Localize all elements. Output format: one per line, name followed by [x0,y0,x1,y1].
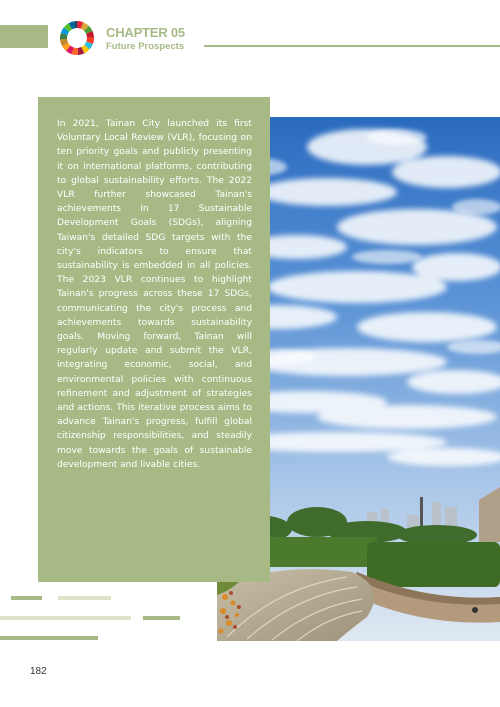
deco-bar [0,616,131,620]
deco-bar [0,636,98,640]
deco-bar [143,616,180,620]
deco-bar [11,596,42,600]
body-paragraph: In 2021, Tainan City launched its first Voluntary Local Review (VLR), focusing on ten priority goals and publicly presenting it on international platforms, contributing to global sustainability efforts. The 2022 VLR further showcased Tainan's achievements in 17 Sustainable Development Goals (SDGs), aligning Taiwan's detailed SDG targets with the city's indicators to ensure that sustainability is embedded in all policies. The 2023 VLR continues to highlight Tainan's progress across these 17 SDGs, communicating the city's process and achievements towards sustainability goals. Moving forward, Tainan will regularly update and submit the VLR, integrating economic, social, and environmental policies with continuous refinement and adjustment of strategies and actions. This iterative process aims to advance Tainan's progress, fulfill global citizenship responsibilities, and steadily move towards the goals of sustainable development and livable cities. [57,119,252,470]
page-number: 182 [30,666,47,677]
intro-text-panel [38,97,270,582]
chapter-title: Future Prospects [106,41,185,52]
header-rule [204,45,500,47]
deco-bar [58,596,111,600]
chapter-number: CHAPTER 05 [106,25,185,40]
header-accent-bar [0,25,48,48]
sdg-wheel-icon [59,20,95,56]
